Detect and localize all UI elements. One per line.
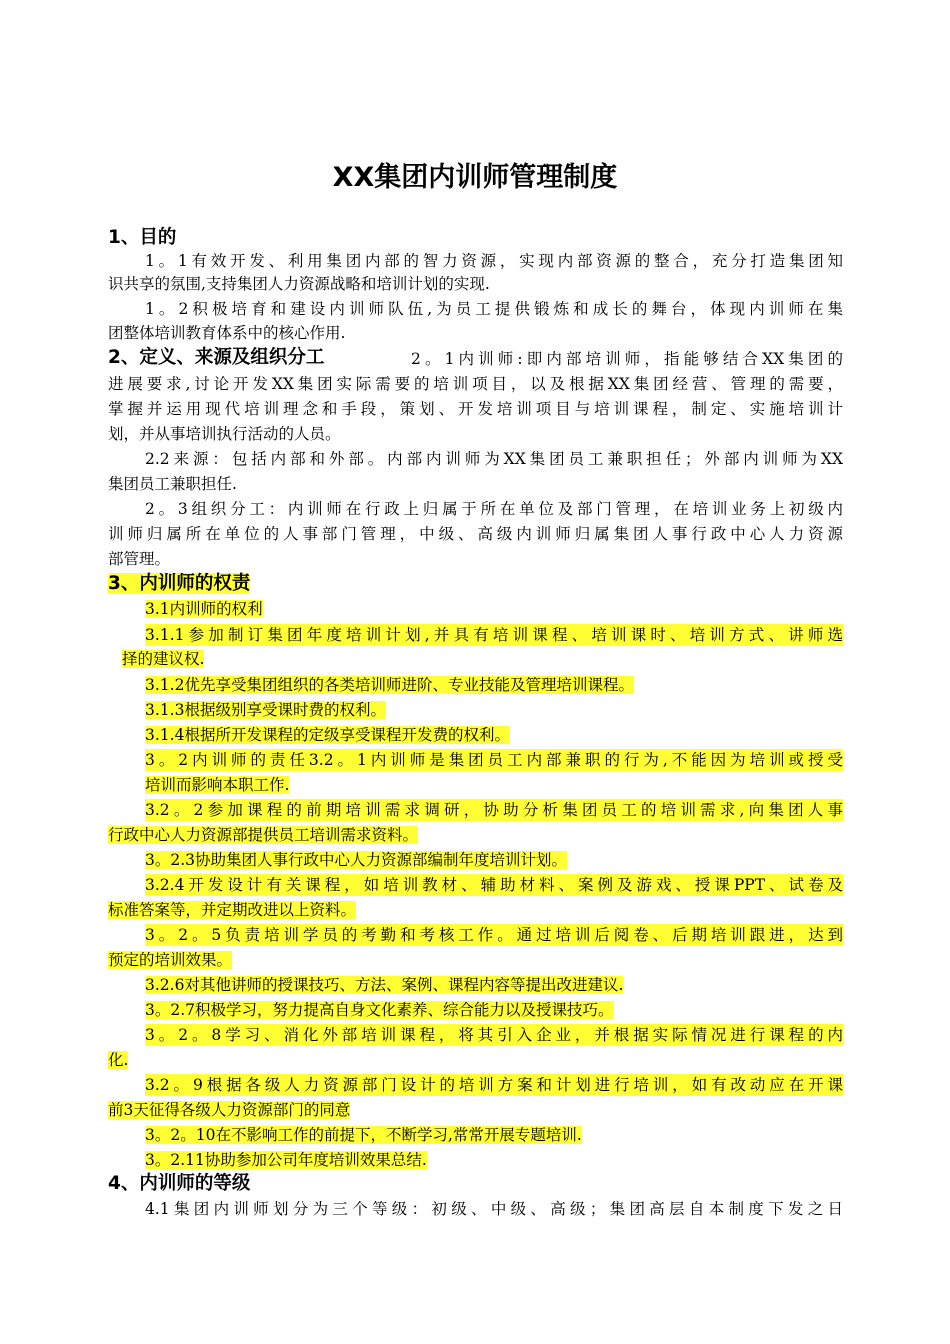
section-heading-levels: 4、内训师的等级 bbox=[108, 1173, 251, 1194]
paragraph-line: 行政中心人力资源部提供员工培训需求资料。 bbox=[108, 826, 419, 844]
paragraph-line: 1。1有效开发、利用集团内部的智力资源，实现内部资源的整合，充分打造集团知 bbox=[145, 252, 843, 270]
paragraph-line: 团整体培训教育体系中的核心作用. bbox=[108, 324, 346, 342]
paragraph-line: 培训而影响本职工作. bbox=[145, 776, 290, 794]
paragraph-line: 集团员工兼职担任. bbox=[108, 475, 237, 493]
paragraph-line: 2.2来源：包括内部和外部。内部内训师为XX集团员工兼职担任；外部内训师为XX bbox=[145, 450, 843, 468]
paragraph-line: 进展要求,讨论开发XX集团实际需要的培训项目，以及根据XX集团经营、管理的需要， bbox=[108, 375, 843, 393]
paragraph-line: 2。1内训师:即内部培训师，指能够结合XX集团的 bbox=[411, 350, 843, 368]
paragraph-line: 3.1.2优先享受集团组织的各类培训师进阶、专业技能及管理培训课程。 bbox=[145, 676, 634, 694]
paragraph-line: 掌握并运用现代培训理念和手段，策划、开发培训项目与培训课程，制定、实施培训计 bbox=[108, 400, 843, 418]
paragraph-line: 1。2积极培育和建设内训师队伍,为员工提供锻炼和成长的舞台，体现内训师在集 bbox=[145, 300, 843, 318]
paragraph-line: 3。2内训师的责任3.2。1内训师是集团员工内部兼职的行为,不能因为培训或授受 bbox=[145, 751, 843, 769]
paragraph-line: 3.1内训师的权利 bbox=[145, 600, 263, 618]
paragraph-line: 3.2。9根据各级人力资源部门设计的培训方案和计划进行培训，如有改动应在开课 bbox=[145, 1076, 843, 1094]
paragraph-line: 3.1.3根据级别享受课时费的权利。 bbox=[145, 701, 386, 719]
paragraph-line: 3。2.7积极学习，努力提高自身文化素养、综合能力以及授课技巧。 bbox=[145, 1001, 614, 1019]
paragraph-line: 3.1.4根据所开发课程的定级享受课程开发费的权利。 bbox=[145, 726, 510, 744]
paragraph-line: 划，并从事培训执行活动的人员。 bbox=[108, 425, 341, 443]
paragraph-line: 3。2。8学习、消化外部培训课程，将其引入企业，并根据实际情况进行课程的内 bbox=[145, 1026, 843, 1044]
paragraph-line: 前3天征得各级人力资源部门的同意 bbox=[108, 1101, 351, 1119]
paragraph-line: 3。2.3协助集团人事行政中心人力资源部编制年度培训计划。 bbox=[145, 851, 568, 869]
paragraph-line: 3.2。2参加课程的前期培训需求调研，协助分析集团员工的培训需求,向集团人事 bbox=[145, 801, 843, 819]
section-heading-definition: 2、定义、来源及组织分工 bbox=[108, 347, 325, 368]
paragraph-line: 3。2。5负责培训学员的考勤和考核工作。通过培训后阅卷、后期培训跟进，达到 bbox=[145, 926, 843, 944]
paragraph-line: 部管理。 bbox=[108, 550, 171, 568]
paragraph-line: 2。3组织分工：内训师在行政上归属于所在单位及部门管理，在培训业务上初级内 bbox=[145, 500, 843, 518]
paragraph-line: 3.2.6对其他讲师的授课技巧、方法、案例、课程内容等提出改进建议. bbox=[145, 976, 624, 994]
paragraph-line: 预定的培训效果。 bbox=[108, 951, 233, 969]
paragraph-line: 3。2。10在不影响工作的前提下，不断学习,常常开展专题培训. bbox=[145, 1126, 582, 1144]
paragraph-line: 化. bbox=[108, 1051, 129, 1069]
section-heading-purpose: 1、目的 bbox=[108, 227, 177, 248]
paragraph-line: 标准答案等，并定期改进以上资料。 bbox=[108, 901, 357, 919]
paragraph-line: 3.2.4开发设计有关课程，如培训教材、辅助材料、案例及游戏、授课PPT、试卷及 bbox=[145, 876, 843, 894]
paragraph-line: 择的建议权. bbox=[122, 650, 205, 668]
section-heading-rights: 3、内训师的权责 bbox=[108, 573, 251, 594]
paragraph-line: 3。2.11协助参加公司年度培训效果总结. bbox=[145, 1151, 427, 1169]
document-title: XX集团内训师管理制度 bbox=[332, 162, 618, 193]
paragraph-line: 训师归属所在单位的人事部门管理，中级、高级内训师归属集团人事行政中心人力资源 bbox=[108, 525, 843, 543]
paragraph-line: 4.1集团内训师划分为三个等级：初级、中级、高级；集团高层自本制度下发之日 bbox=[145, 1200, 843, 1218]
paragraph-line: 3.1.1参加制订集团年度培训计划,并具有培训课程、培训课时、培训方式、讲师选 bbox=[145, 626, 843, 644]
paragraph-line: 识共享的氛围,支持集团人力资源战略和培训计划的实现. bbox=[108, 275, 490, 293]
